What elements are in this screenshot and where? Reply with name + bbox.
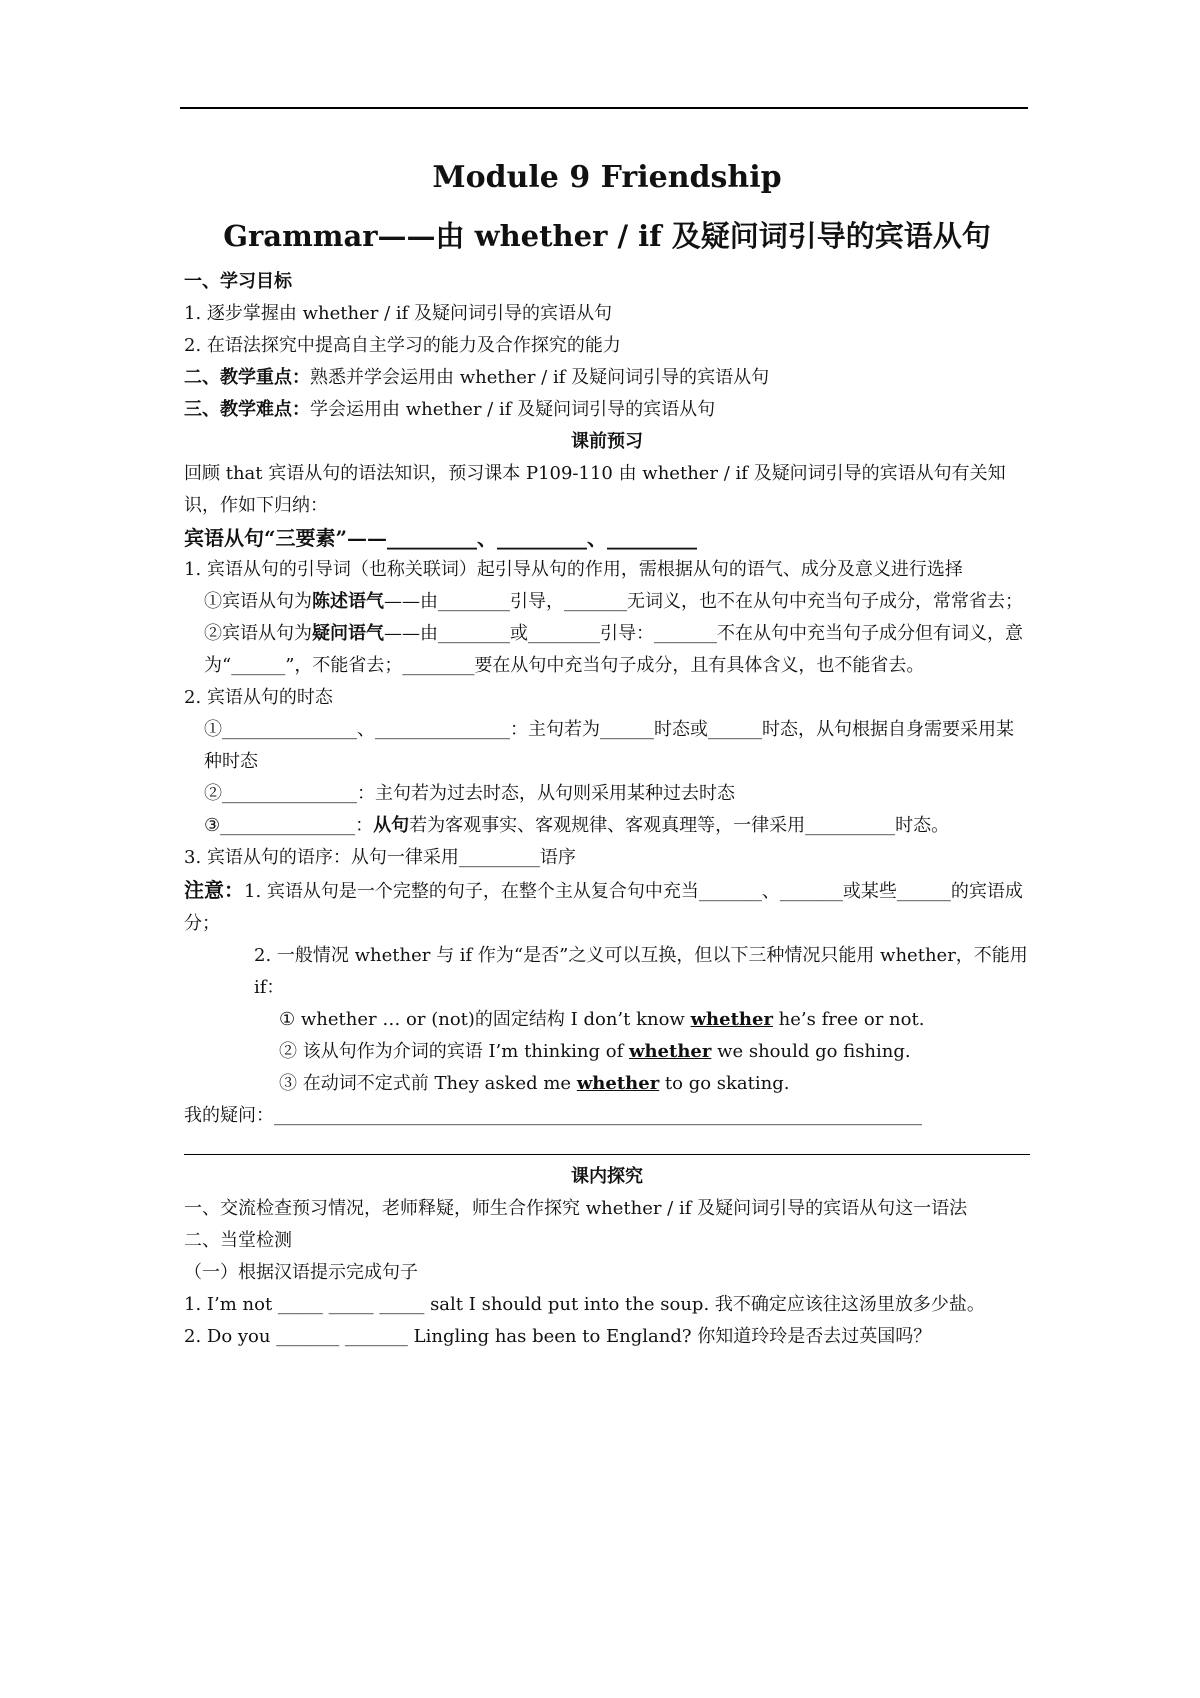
note-1 [184, 874, 1030, 940]
example-1-keyword: whether [690, 1009, 773, 1030]
example-3-keyword: whether [576, 1073, 660, 1094]
rule-2b: ②_______________：主句若为过去时态，从句则采用某种过去时态 [204, 783, 735, 804]
goal-item-1: 1. 逐步掌握由 whether / if 及疑问词引导的宾语从句 [184, 303, 612, 324]
example-3-post: to go skating. [659, 1073, 790, 1094]
rule-1a-pre: ①宾语从句为 [204, 591, 312, 612]
preview-heading: 课前预习 [571, 431, 643, 452]
question-line[interactable]: 我的疑问：________________________________________________________________________ [184, 1105, 922, 1126]
rule-1b [184, 618, 1030, 682]
example-2-post: we should go fishing. [711, 1041, 911, 1062]
document-subtitle: Grammar——由 whether / if 及疑问词引导的宾语从句 [223, 219, 991, 253]
example-3-pre: ③ 在动词不定式前 They asked me [279, 1073, 577, 1094]
inclass-step-2: 二、当堂检测 [184, 1230, 292, 1251]
example-1 [184, 1004, 1030, 1036]
header-rule [180, 107, 1028, 109]
rule-1a-post: ——由________引导，_______无词义，也不在从句中充当句子成分，常常省去； [384, 591, 1023, 612]
note-2: 2. 一般情况 whether 与 if 作为“是否”之义可以互换，但以下三种情况只能用 whether，不能用 if： [254, 945, 1028, 998]
three-elements-line: 宾语从句“三要素”——_________、_________、_________ [184, 526, 698, 550]
example-1-post: he’s free or not. [772, 1009, 925, 1030]
teaching-focus-text: 熟悉并学会运用由 whether / if 及疑问词引导的宾语从句 [310, 367, 770, 388]
teaching-difficulty-text: 学会运用由 whether / if 及疑问词引导的宾语从句 [310, 399, 716, 420]
inclass-step-1: 一、交流检查预习情况，老师释疑，师生合作探究 whether / if 及疑问词引导的宾语从句这一语法 [184, 1198, 968, 1219]
goal-item-2: 2. 在语法探究中提高自主学习的能力及合作探究的能力 [184, 335, 621, 356]
rule-1b-post: ——由________或________引导：_______不在从句中充当句子成分但有词义，意为“______”，不能省去；________要在从句中充当句子成分，且有具体含义，也不能省去。 [204, 623, 1023, 676]
note-label: 注意： [184, 878, 244, 902]
example-3 [184, 1068, 1030, 1100]
example-2-pre: ② 该从句作为介词的宾语 I’m thinking of [279, 1041, 629, 1062]
rule-1a [184, 586, 1030, 618]
teaching-focus [184, 362, 1030, 394]
rule-2-intro: 2. 宾语从句的时态 [184, 687, 333, 708]
example-2 [184, 1036, 1030, 1068]
rule-1-intro: 1. 宾语从句的引导词（也称关联词）起引导从句的作用，需根据从句的语气、成分及意义进行选择 [184, 559, 963, 580]
rule-1b-bold: 疑问语气 [312, 623, 384, 644]
note-1-text: 1. 宾语从句是一个完整的句子，在整个主从复合句中充当_______、_______或某些______的宾语成分； [184, 881, 1023, 934]
inclass-heading: 课内探究 [571, 1166, 643, 1187]
goals-heading: 一、学习目标 [184, 271, 292, 292]
document-page [184, 156, 1030, 1353]
teaching-difficulty [184, 394, 1030, 426]
rule-2c-bold: 从句 [373, 815, 410, 836]
preview-intro: 回顾 that 宾语从句的语法知识，预习课本 P109-110 由 whether / if 及疑问词引导的宾语从句有关知识，作如下归纳： [184, 463, 1006, 516]
rule-3: 3. 宾语从句的语序：从句一律采用_________语序 [184, 847, 576, 868]
example-2-keyword: whether [628, 1041, 712, 1062]
teaching-difficulty-label: 三、教学难点： [184, 399, 310, 420]
teaching-focus-label: 二、教学重点： [184, 367, 310, 388]
document-title: Module 9 Friendship [432, 160, 782, 195]
rule-2c-post: 若为客观事实、客观规律、客观真理等，一律采用__________时态。 [409, 815, 950, 836]
rule-2a: ①_______________、_______________：主句若为______时态或______时态，从句根据自身需要采用某种时态 [204, 719, 1014, 772]
rule-2c [184, 810, 1030, 842]
inclass-part-1: （一）根据汉语提示完成句子 [184, 1262, 418, 1283]
exercise-2: 2. Do you _______ _______ Lingling has been to England? 你知道玲玲是否去过英国吗？ [184, 1326, 932, 1347]
rule-1a-bold: 陈述语气 [312, 591, 384, 612]
example-1-pre: ① whether … or (not)的固定结构 I don’t know [279, 1009, 691, 1030]
rule-1b-pre: ②宾语从句为 [204, 623, 312, 644]
question-blank-line[interactable] [184, 1154, 1030, 1155]
rule-2c-pre: ③_______________： [204, 815, 374, 836]
exercise-1: 1. I’m not _____ _____ _____ salt I should put into the soup. 我不确定应该往这汤里放多少盐。 [184, 1294, 985, 1315]
